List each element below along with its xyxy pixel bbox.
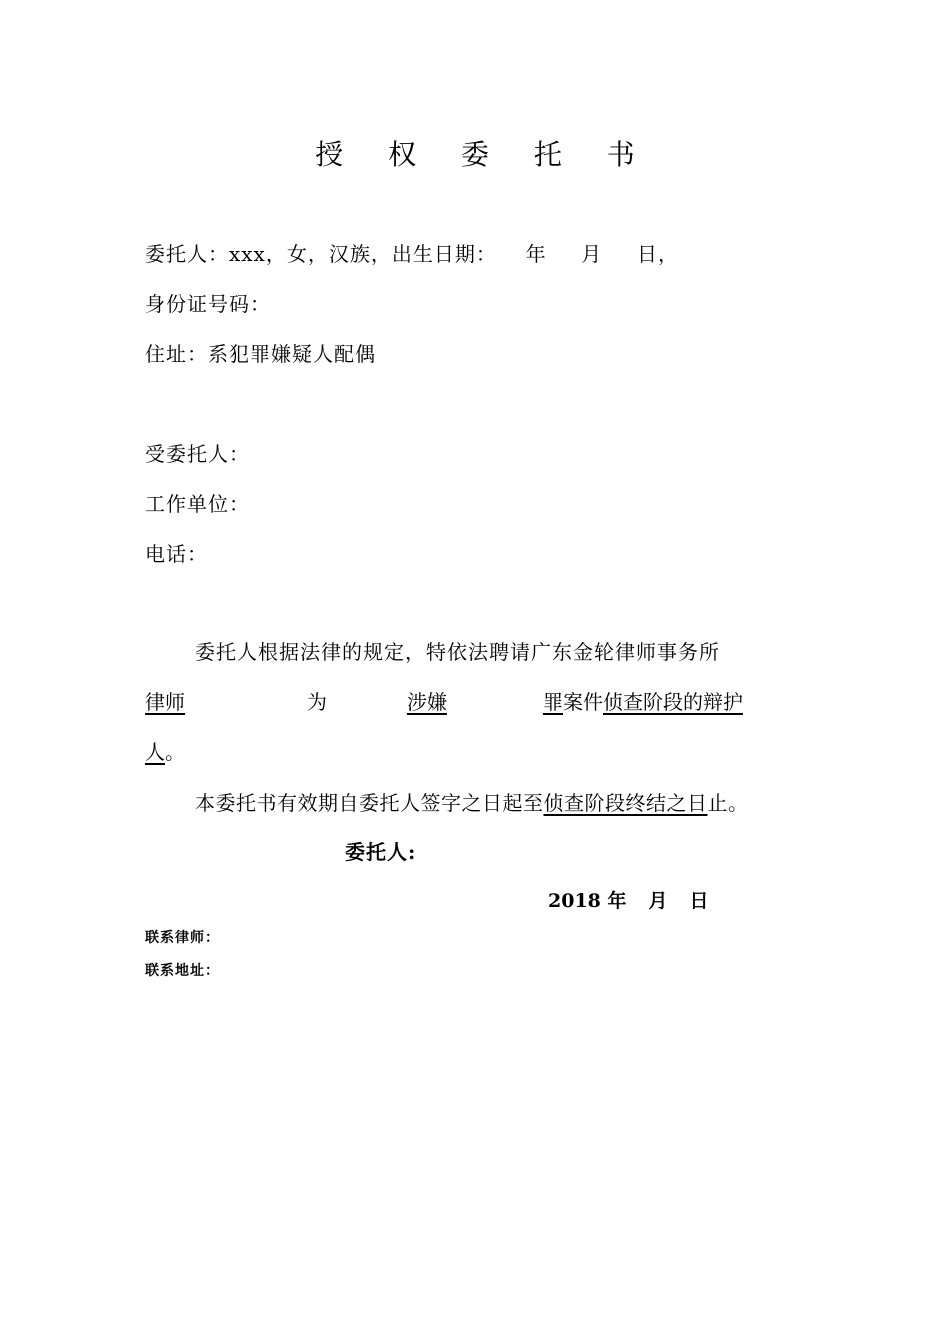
body-paragraph-3	[145, 736, 810, 765]
defense-stage-text: 侦查阶段的辩护	[603, 690, 743, 714]
id-number-label: 身份证号码：	[145, 292, 271, 316]
document-title: 授 权 委 托 书	[315, 138, 653, 171]
charge-blank: 涉嫌 罪	[407, 690, 563, 714]
client-address: 住址：系犯罪嫌疑人配偶	[145, 342, 376, 366]
agent-label: 受委托人：	[145, 442, 250, 466]
case-text: 案件	[563, 690, 603, 714]
contact-address-label: 联系地址：	[145, 963, 220, 979]
client-info-text: 委托人：xxx，女，汉族，出生日期：	[145, 242, 497, 266]
contact-lawyer-label: 联系律师：	[145, 930, 220, 946]
period-mark: 。	[165, 740, 185, 764]
phone-label: 电话：	[145, 542, 208, 566]
body-paragraph-1: 委托人根据法律的规定，特依法聘请广东金轮律师事务所	[195, 640, 720, 664]
birth-date-fields: 年 月 日，	[525, 242, 679, 266]
body-paragraph-2	[145, 686, 810, 715]
client-signature-label: 委托人:	[345, 840, 417, 864]
work-unit-label: 工作单位：	[145, 492, 250, 516]
signature-year: 2018	[548, 890, 601, 912]
client-info-line	[145, 238, 679, 267]
for-text: 为	[307, 690, 327, 714]
lawyer-blank: 律师	[145, 690, 185, 714]
defender-char: 人	[145, 740, 165, 764]
validity-end-text: 侦查阶段终结之日	[543, 791, 708, 815]
signature-date: 2018 年 月 日	[548, 890, 709, 912]
validity-paragraph: 本委托书有效期自委托人签字之日起至侦查阶段终结之日止。	[195, 791, 749, 815]
